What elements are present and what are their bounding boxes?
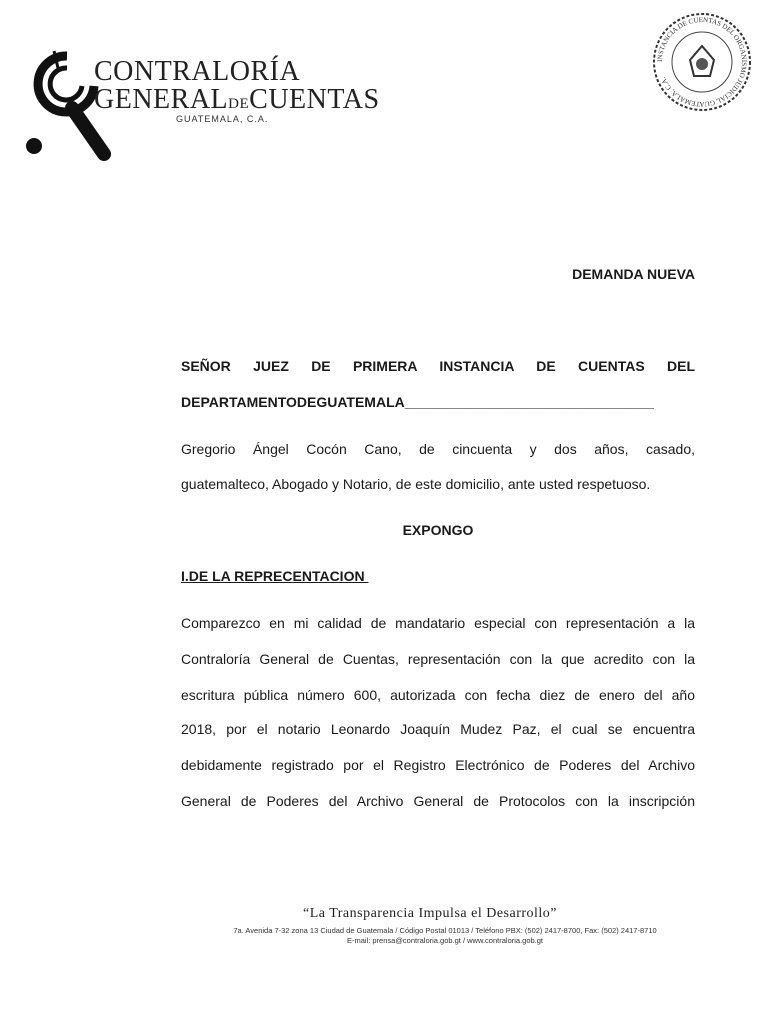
body-line: Contraloría General de Cuentas, representación con la que acredito con la (181, 651, 695, 667)
section-title: I.DE LA REPRECENTACION (181, 568, 369, 584)
intro-line-1: Gregorio Ángel Cocón Cano, de cincuenta y dos años, casado, (181, 441, 695, 457)
expongo-heading: EXPONGO (402, 522, 474, 538)
body-line: escritura pública número 600, autorizada con fecha diez de enero del año (181, 687, 695, 703)
footer-address: 7a. Avenida 7-32 zona 13 Ciudad de Guatemala / Código Postal 01013 / Teléfono PBX: (502) 2417-8700, Fax: (502) 2417-8710 (233, 926, 657, 935)
svg-text:INSTANCIA DE CUENTAS DEL ORGAN: INSTANCIA DE CUENTAS DEL ORGANISMO JUDICIAL GUATEMALA, C.A. (655, 15, 749, 109)
court-seal-stamp (650, 10, 754, 114)
addressee-line-2: DEPARTAMENTODEGUATEMALA________________________________ (181, 394, 654, 410)
logo-title-line1: CONTRALORÍA (94, 56, 301, 87)
logo-subtitle: GUATEMALA, C.A. (176, 114, 269, 124)
body-line: debidamente registrado por el Registro Electrónico de Poderes del Archivo (181, 757, 695, 773)
body-line: 2018, por el notario Leonardo Joaquín Mudez Paz, el cual se encuentra (181, 721, 695, 737)
document-heading: DEMANDA NUEVA (572, 266, 695, 282)
footer-motto: “La Transparencia Impulsa el Desarrollo” (302, 906, 558, 921)
addressee-line-1: SEÑOR JUEZ DE PRIMERA INSTANCIA DE CUENTAS DEL (181, 358, 695, 374)
intro-line-2: guatemalteco, Abogado y Notario, de este domicilio, ante usted respetuoso. (181, 476, 651, 492)
body-line: General de Poderes del Archivo General de Protocolos con la inscripción (181, 793, 695, 809)
body-line: Comparezco en mi calidad de mandatario especial con representación a la (181, 615, 695, 631)
footer-email: E-mail: prensa@contraloria.gob.gt / www.contraloria.gob.gt (346, 936, 544, 945)
logo-title-line2: GENERALDECUENTAS (94, 84, 380, 115)
